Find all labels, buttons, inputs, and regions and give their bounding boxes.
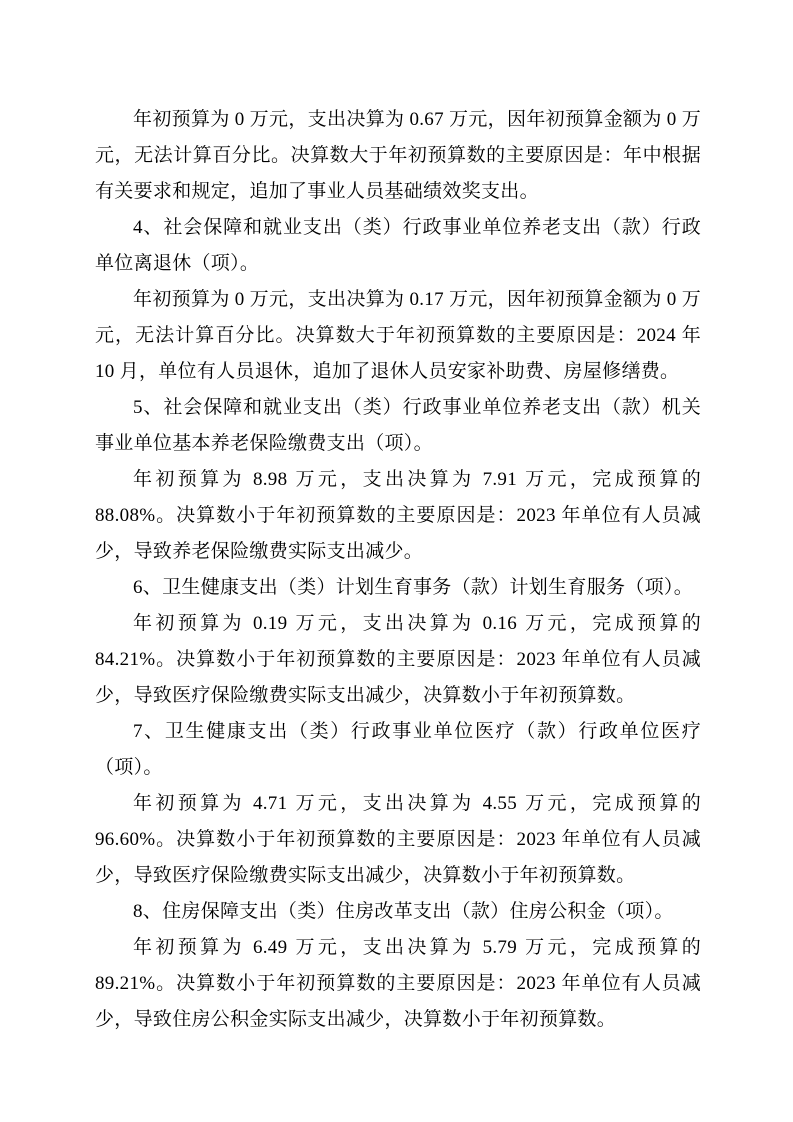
- paragraph: 8、住房保障支出（类）住房改革支出（款）住房公积金（项）。: [133, 901, 674, 922]
- paragraph: 年初预算为 0.19 万元，支出决算为 0.16 万元，完成预算的 84.21%。决算数小于年初预算数的主要原因是：2023 年单位有人员减少，导致医疗保险缴费实际支出减少，决算数小于年初预算数。: [95, 613, 701, 706]
- paragraph: 年初预算为 0 万元，支出决算为 0.67 万元，因年初预算金额为 0 万元，无法计算百分比。决算数大于年初预算数的主要原因是：年中根据有关要求和规定，追加了事业人员基础绩效奖支出。: [95, 109, 701, 202]
- document-body: [95, 102, 701, 1038]
- paragraph: 年初预算为 8.98 万元，支出决算为 7.91 万元，完成预算的 88.08%。决算数小于年初预算数的主要原因是：2023 年单位有人员减少，导致养老保险缴费实际支出减少。: [95, 469, 701, 562]
- paragraph: 5、社会保障和就业支出（类）行政事业单位养老支出（款）机关事业单位基本养老保险缴费支出（项）。: [95, 397, 701, 454]
- paragraph: 年初预算为 6.49 万元，支出决算为 5.79 万元，完成预算的 89.21%。决算数小于年初预算数的主要原因是：2023 年单位有人员减少，导致住房公积金实际支出减少，决算数小于年初预算数。: [95, 937, 701, 1030]
- paragraph: 4、社会保障和就业支出（类）行政事业单位养老支出（款）行政单位离退休（项）。: [95, 217, 701, 274]
- paragraph: 年初预算为 0 万元，支出决算为 0.17 万元，因年初预算金额为 0 万元，无法计算百分比。决算数大于年初预算数的主要原因是：2024 年 10 月，单位有人员退休，追加了退休人员安家补助费、房屋修缮费。: [95, 289, 701, 382]
- paragraph: 年初预算为 4.71 万元，支出决算为 4.55 万元，完成预算的 96.60%。决算数小于年初预算数的主要原因是：2023 年单位有人员减少，导致医疗保险缴费实际支出减少，决算数小于年初预算数。: [95, 793, 701, 886]
- paragraph: 6、卫生健康支出（类）计划生育事务（款）计划生育服务（项）。: [133, 577, 694, 598]
- paragraph: 7、卫生健康支出（类）行政事业单位医疗（款）行政单位医疗（项）。: [95, 721, 701, 778]
